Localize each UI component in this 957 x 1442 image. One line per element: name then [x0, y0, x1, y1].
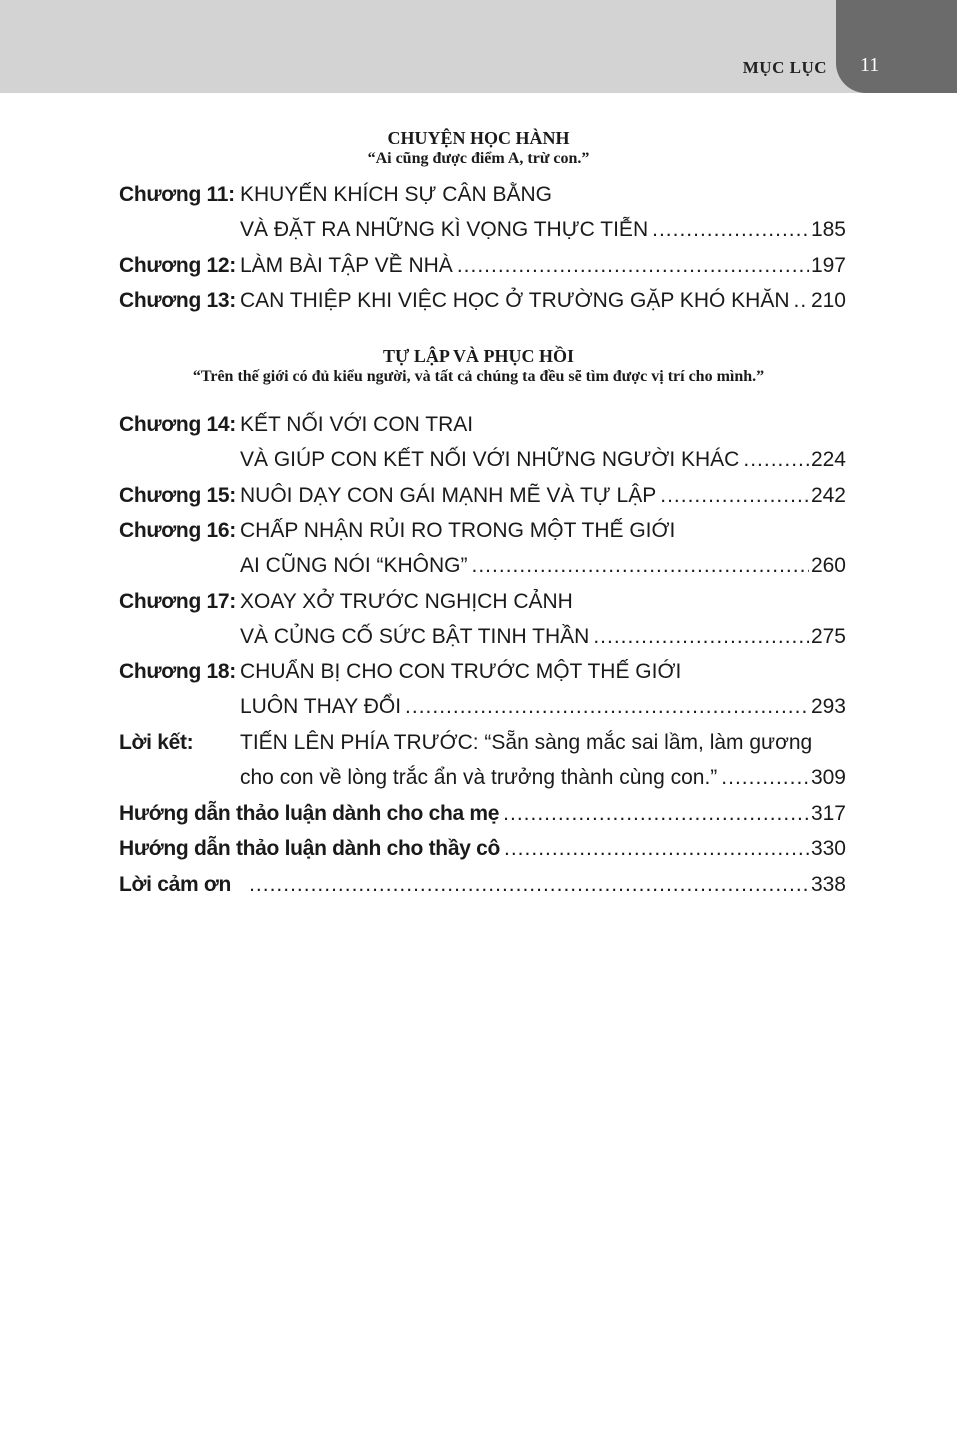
toc-row-chapter-14-cont[interactable] — [119, 443, 846, 477]
chapter-title-line2: LUÔN THAY ĐỔI — [240, 695, 402, 718]
dot-leader — [504, 832, 809, 866]
section-heading-study — [0, 127, 957, 169]
toc-row-parents-guide[interactable] — [119, 797, 846, 831]
page-ref: 185 — [810, 218, 846, 241]
chapter-label: Lời kết: — [119, 731, 194, 754]
dot-leader — [794, 284, 809, 318]
chapter-label: Chương 13: — [119, 289, 236, 312]
header-bar — [0, 0, 957, 93]
appendix-label: Hướng dẫn thảo luận dành cho cha mẹ — [119, 802, 500, 825]
page-ref: 260 — [810, 554, 846, 577]
appendix-label: Hướng dẫn thảo luận dành cho thầy cô — [119, 837, 501, 860]
dot-leader — [593, 620, 809, 654]
toc-row-chapter-17-cont[interactable] — [119, 620, 846, 654]
chapter-title: XOAY XỞ TRƯỚC NGHỊCH CẢNH — [240, 590, 573, 613]
toc-row-epilogue-cont[interactable] — [119, 761, 846, 795]
chapter-title-line2: VÀ ĐẶT RA NHỮNG KÌ VỌNG THỰC TIỄN — [240, 218, 649, 241]
chapter-title: LÀM BÀI TẬP VỀ NHÀ — [240, 254, 453, 277]
dot-leader — [660, 479, 809, 513]
toc-row-chapter-15[interactable] — [119, 479, 846, 513]
chapter-title: KHUYẾN KHÍCH SỰ CÂN BẰNG — [240, 183, 552, 206]
toc-row-teachers-guide[interactable] — [119, 832, 846, 866]
page-ref: 197 — [810, 254, 846, 277]
chapter-label: Chương 18: — [119, 660, 236, 683]
chapter-title: NUÔI DẠY CON GÁI MẠNH MẼ VÀ TỰ LẬP — [240, 484, 657, 507]
appendix-label: Lời cảm ơn — [119, 873, 232, 896]
chapter-label: Chương 17: — [119, 590, 236, 613]
dot-leader — [457, 249, 809, 283]
dot-leader — [249, 868, 809, 902]
chapter-title-line2: AI CŨNG NÓI “KHÔNG” — [240, 554, 468, 577]
page-ref: 309 — [810, 766, 846, 789]
toc-row-chapter-18[interactable] — [119, 655, 846, 689]
page-number: 11 — [860, 54, 880, 76]
toc-row-chapter-14[interactable] — [119, 408, 846, 442]
page-ref: 224 — [810, 448, 846, 471]
chapter-label: Chương 12: — [119, 254, 236, 277]
chapter-title-line2: cho con về lòng trắc ẩn và trưởng thành cùng con.” — [240, 766, 718, 789]
header-section-title: MỤC LỤC — [742, 58, 827, 77]
chapter-title: TIẾN LÊN PHÍA TRƯỚC: “Sẵn sàng mắc sai lầm, làm gương — [240, 731, 813, 754]
dot-leader — [405, 690, 809, 724]
page-ref: 242 — [810, 484, 846, 507]
page-ref: 210 — [810, 289, 846, 312]
dot-leader — [652, 213, 809, 247]
section-heading-independence — [0, 345, 957, 387]
chapter-title: CAN THIỆP KHI VIỆC HỌC Ở TRƯỜNG GẶP KHÓ KHĂN — [240, 289, 790, 312]
chapter-label: Chương 11: — [119, 183, 235, 206]
page-ref: 293 — [810, 695, 846, 718]
toc-row-chapter-17[interactable] — [119, 585, 846, 619]
page-ref: 338 — [810, 873, 846, 896]
page-ref: 317 — [810, 802, 846, 825]
dot-leader — [503, 797, 809, 831]
section-quote: “Ai cũng được điểm A, trừ con.” — [367, 150, 590, 167]
chapter-label: Chương 16: — [119, 519, 236, 542]
page-ref: 275 — [810, 625, 846, 648]
toc-row-chapter-16-cont[interactable] — [119, 549, 846, 583]
page-ref: 330 — [810, 837, 846, 860]
page-number-tab — [836, 0, 957, 93]
toc-row-chapter-11[interactable] — [119, 178, 846, 212]
toc-row-chapter-18-cont[interactable] — [119, 690, 846, 724]
chapter-label: Chương 15: — [119, 484, 236, 507]
toc-row-chapter-13[interactable] — [119, 284, 846, 318]
toc-row-chapter-11-cont[interactable] — [119, 213, 846, 247]
chapter-title: CHẤP NHẬN RỦI RO TRONG MỘT THẾ GIỚI — [240, 519, 676, 542]
chapter-title: KẾT NỐI VỚI CON TRAI — [240, 413, 474, 436]
toc-row-chapter-12[interactable] — [119, 249, 846, 283]
chapter-title-line2: VÀ GIÚP CON KẾT NỐI VỚI NHỮNG NGƯỜI KHÁC — [240, 448, 740, 471]
dot-leader — [721, 761, 809, 795]
chapter-label: Chương 14: — [119, 413, 236, 436]
chapter-title-line2: VÀ CỦNG CỐ SỨC BẬT TINH THẦN — [240, 625, 590, 648]
toc-row-chapter-16[interactable] — [119, 514, 846, 548]
section-title: TỰ LẬP VÀ PHỤC HỒI — [382, 346, 574, 366]
chapter-title: CHUẨN BỊ CHO CON TRƯỚC MỘT THẾ GIỚI — [240, 660, 682, 683]
toc-row-acknowledgements[interactable] — [119, 868, 846, 902]
dot-leader — [743, 443, 809, 477]
section-title: CHUYỆN HỌC HÀNH — [387, 128, 570, 148]
toc-row-epilogue[interactable] — [119, 726, 846, 760]
dot-leader — [472, 549, 809, 583]
section-quote: “Trên thế giới có đủ kiểu người, và tất cả chúng ta đều sẽ tìm được vị trí cho mình.” — [192, 368, 765, 385]
